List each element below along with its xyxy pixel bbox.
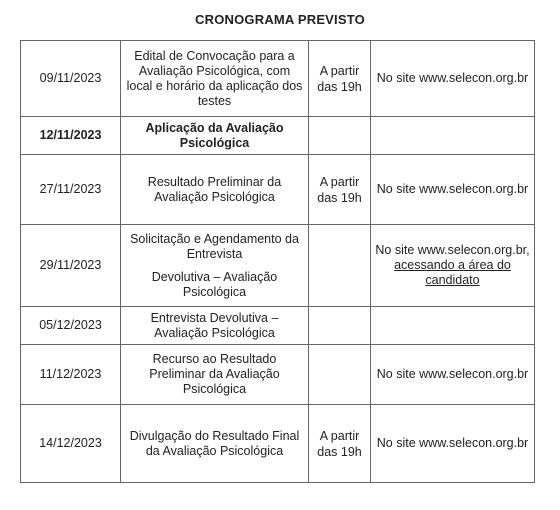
table-row [21,155,535,225]
event-cell: Entrevista Devolutiva – Avaliação Psicológica [121,307,309,345]
table-row [21,225,535,307]
place-text: No site www.selecon.org.br [375,243,527,257]
table-row [21,405,535,483]
event-cell: Aplicação da Avaliação Psicológica [121,117,309,155]
event-cell [121,225,309,307]
event-cell: Resultado Preliminar da Avaliação Psicológica [121,155,309,225]
event-cell: Divulgação do Resultado Final da Avaliação Psicológica [121,405,309,483]
time-cell: A partir das 19h [309,405,371,483]
table-row [21,345,535,405]
place-link[interactable]: , acessando a área do candidato [394,243,530,287]
time-cell: A partir das 19h [309,41,371,117]
page-title: CRONOGRAMA PREVISTO [195,12,365,27]
table-row [21,117,535,155]
place-cell: No site www.selecon.org.br [371,155,535,225]
date-cell: 05/12/2023 [21,307,121,345]
event-cell: Edital de Convocação para a Avaliação Psicológica, com local e horário da aplicação dos testes [121,41,309,117]
date-cell: 09/11/2023 [21,41,121,117]
place-cell: No site www.selecon.org.br [371,41,535,117]
place-cell [371,225,535,307]
place-cell: No site www.selecon.org.br [371,345,535,405]
place-cell: No site www.selecon.org.br [371,405,535,483]
schedule-table [20,40,535,483]
date-cell: 12/11/2023 [21,117,121,155]
event-cell: Recurso ao Resultado Preliminar da Avaliação Psicológica [121,345,309,405]
table-row [21,41,535,117]
event-extra-text: Devolutiva – Avaliação Psicológica [151,269,278,299]
table-row [21,307,535,345]
time-cell [309,117,371,155]
time-cell [309,307,371,345]
date-cell: 11/12/2023 [21,345,121,405]
date-cell: 29/11/2023 [21,225,121,307]
date-cell: 27/11/2023 [21,155,121,225]
date-cell: 14/12/2023 [21,405,121,483]
event-text: Solicitação e Agendamento da Entrevista [130,231,299,261]
time-cell [309,225,371,307]
place-cell [371,117,535,155]
time-cell: A partir das 19h [309,155,371,225]
place-cell [371,307,535,345]
time-cell [309,345,371,405]
